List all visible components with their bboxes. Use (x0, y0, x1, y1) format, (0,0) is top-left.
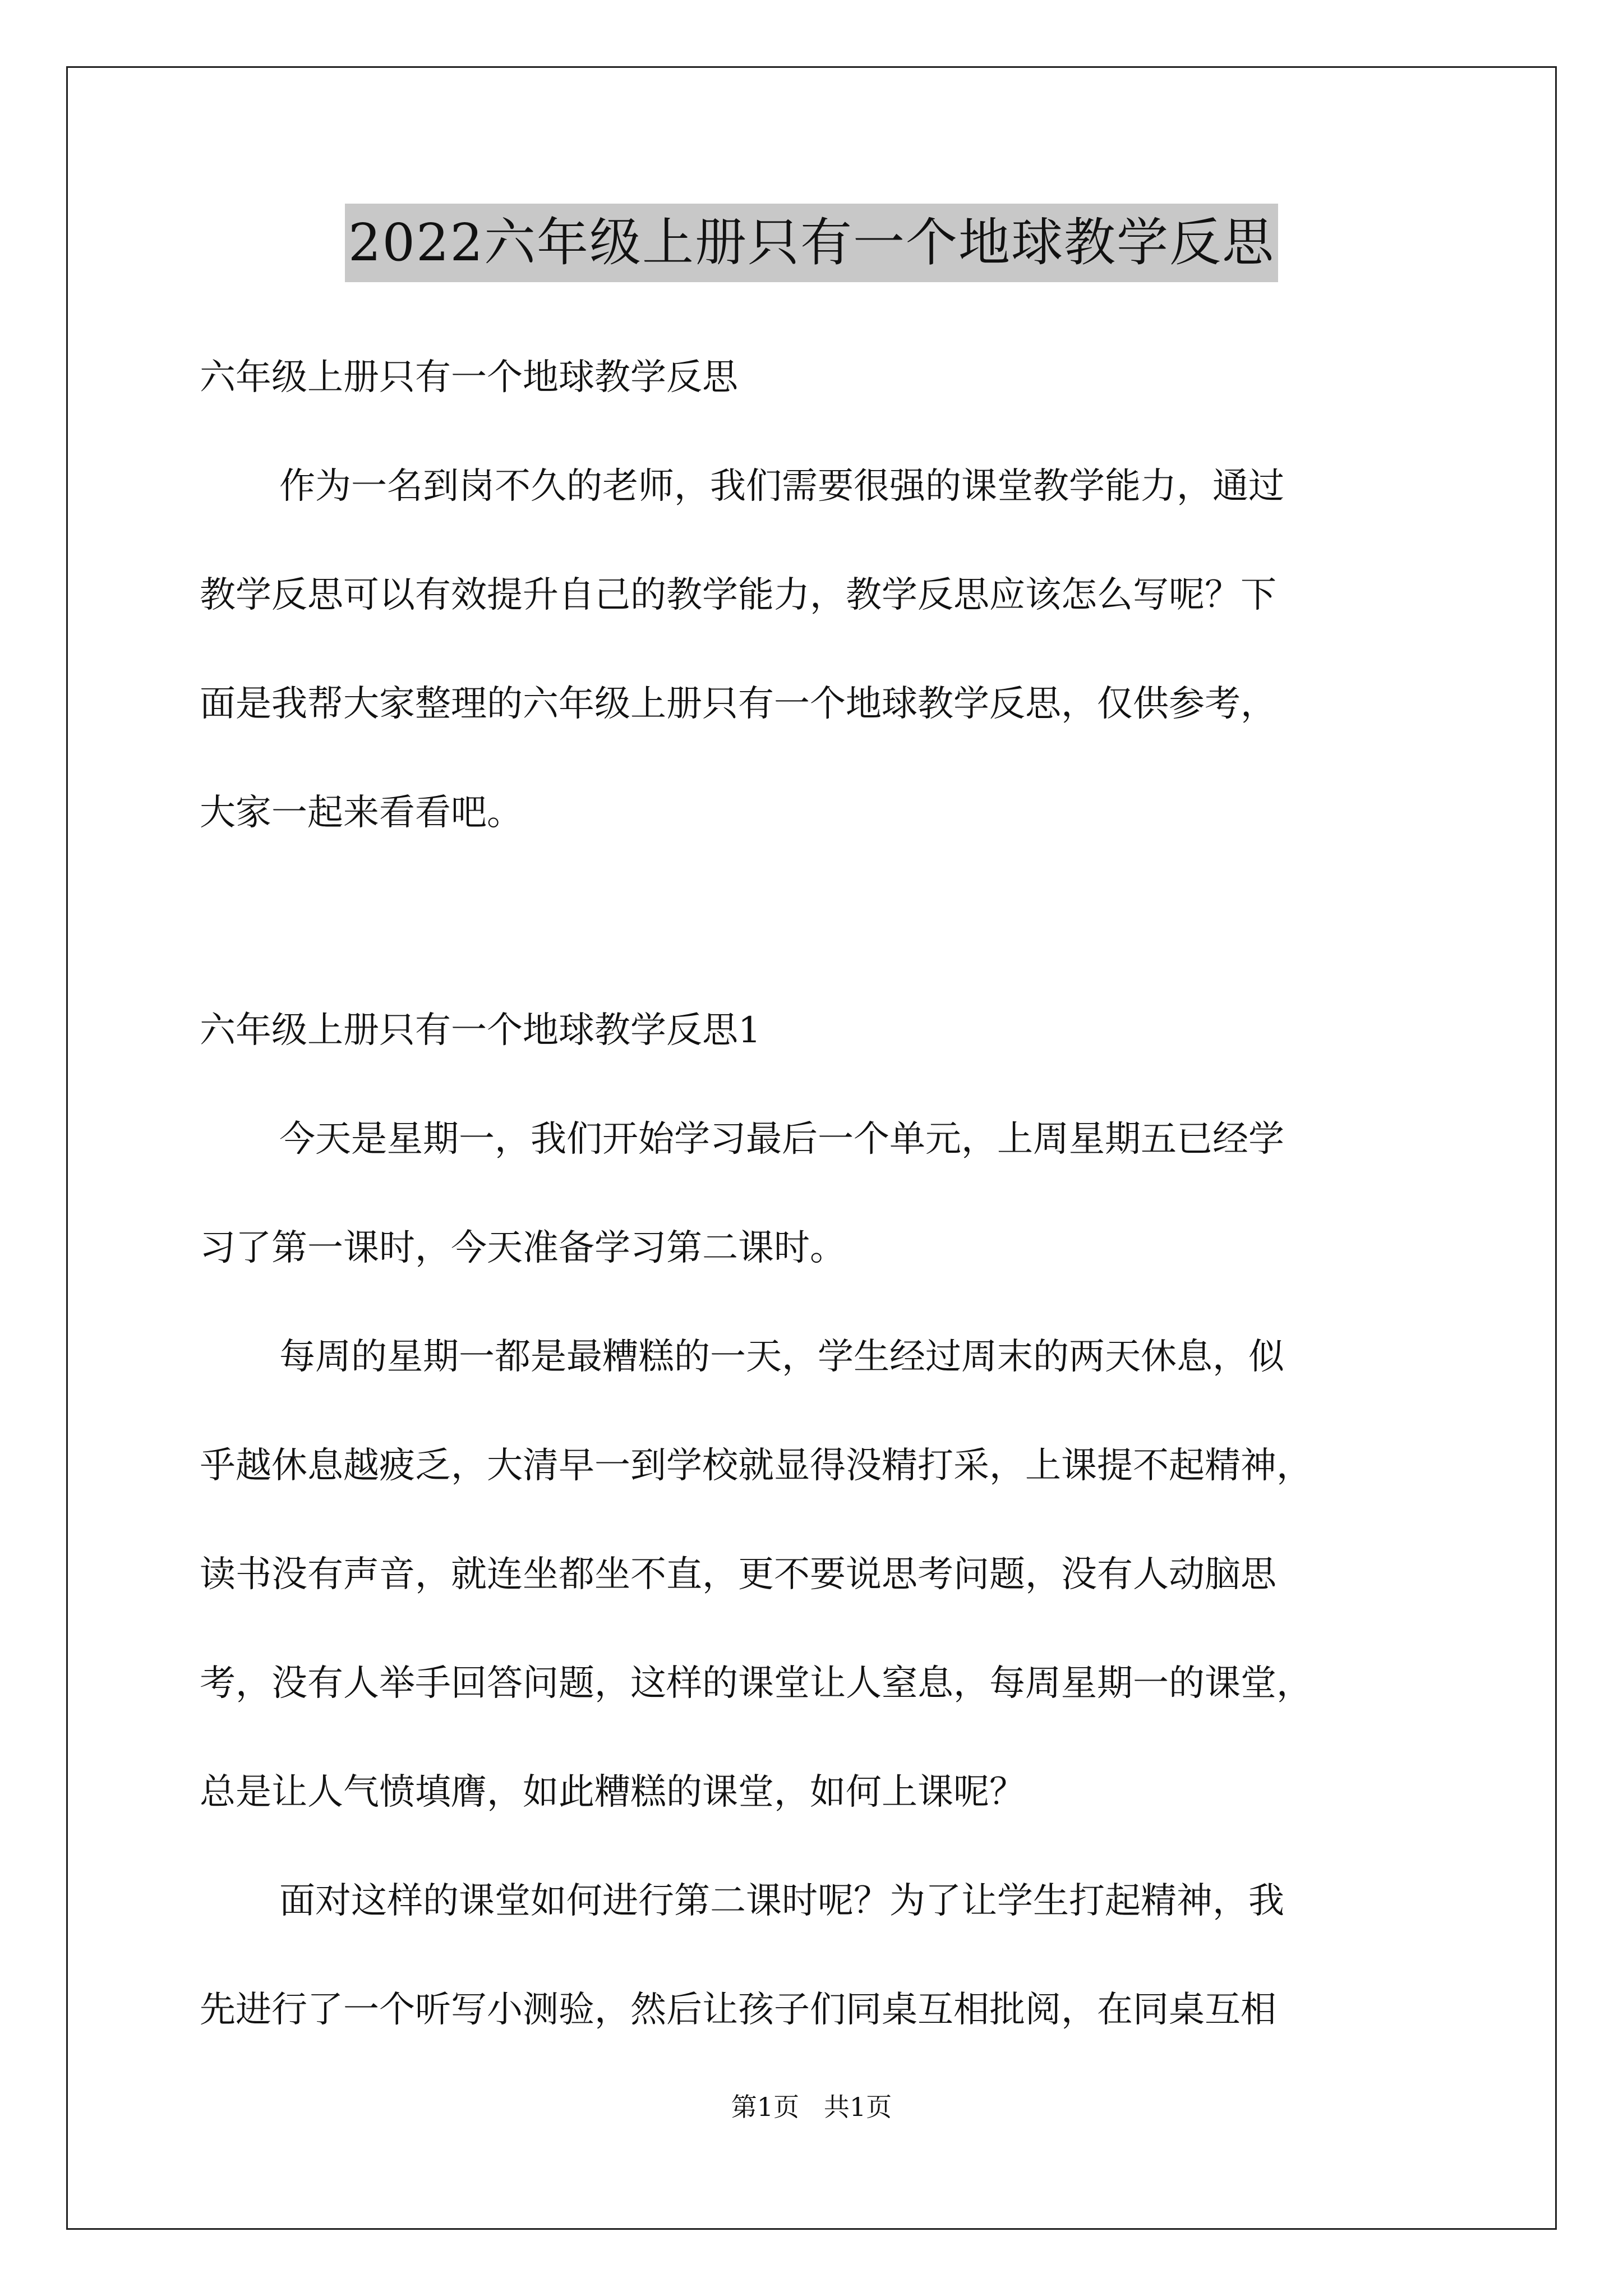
paragraph-line: 习了第一课时，今天准备学习第二课时。 (200, 1227, 846, 1269)
page-footer: 第1页 共1页 (731, 2092, 892, 2122)
section-heading: 六年级上册只有一个地球教学反思1 (200, 1010, 761, 1051)
paragraph-line: 作为一名到岗不久的老师，我们需要很强的课堂教学能力，通过 (279, 466, 1284, 507)
paragraph-line: 乎越休息越疲乏，大清早一到学校就显得没精打采，上课提不起精神， (200, 1445, 1312, 1487)
paragraph-line: 教学反思可以有效提升自己的教学能力，教学反思应该怎么写呢？下 (200, 574, 1276, 616)
paragraph-line: 面是我帮大家整理的六年级上册只有一个地球教学反思，仅供参考， (200, 683, 1276, 725)
paragraph-line: 读书没有声音，就连坐都坐不直，更不要说思考问题，没有人动脑思 (200, 1554, 1276, 1595)
paragraph-line: 今天是星期一，我们开始学习最后一个单元，上周星期五已经学 (279, 1119, 1284, 1160)
document-title: 2022六年级上册只有一个地球教学反思 (345, 204, 1278, 282)
section-heading: 六年级上册只有一个地球教学反思 (200, 357, 738, 398)
paragraph-line: 考，没有人举手回答问题，这样的课堂让人窒息，每周星期一的课堂， (200, 1663, 1312, 1704)
paragraph-line: 总是让人气愤填膺，如此糟糕的课堂，如何上课呢？ (200, 1772, 1025, 1813)
title-container (0, 204, 1623, 282)
paragraph-line: 大家一起来看看吧。 (200, 792, 523, 834)
paragraph-line: 先进行了一个听写小测验，然后让孩子们同桌互相批阅，在同桌互相 (200, 1989, 1276, 2031)
paragraph-line: 面对这样的课堂如何进行第二课时呢？为了让学生打起精神，我 (279, 1880, 1284, 1922)
paragraph-line: 每周的星期一都是最糟糕的一天，学生经过周末的两天休息，似 (279, 1336, 1284, 1378)
